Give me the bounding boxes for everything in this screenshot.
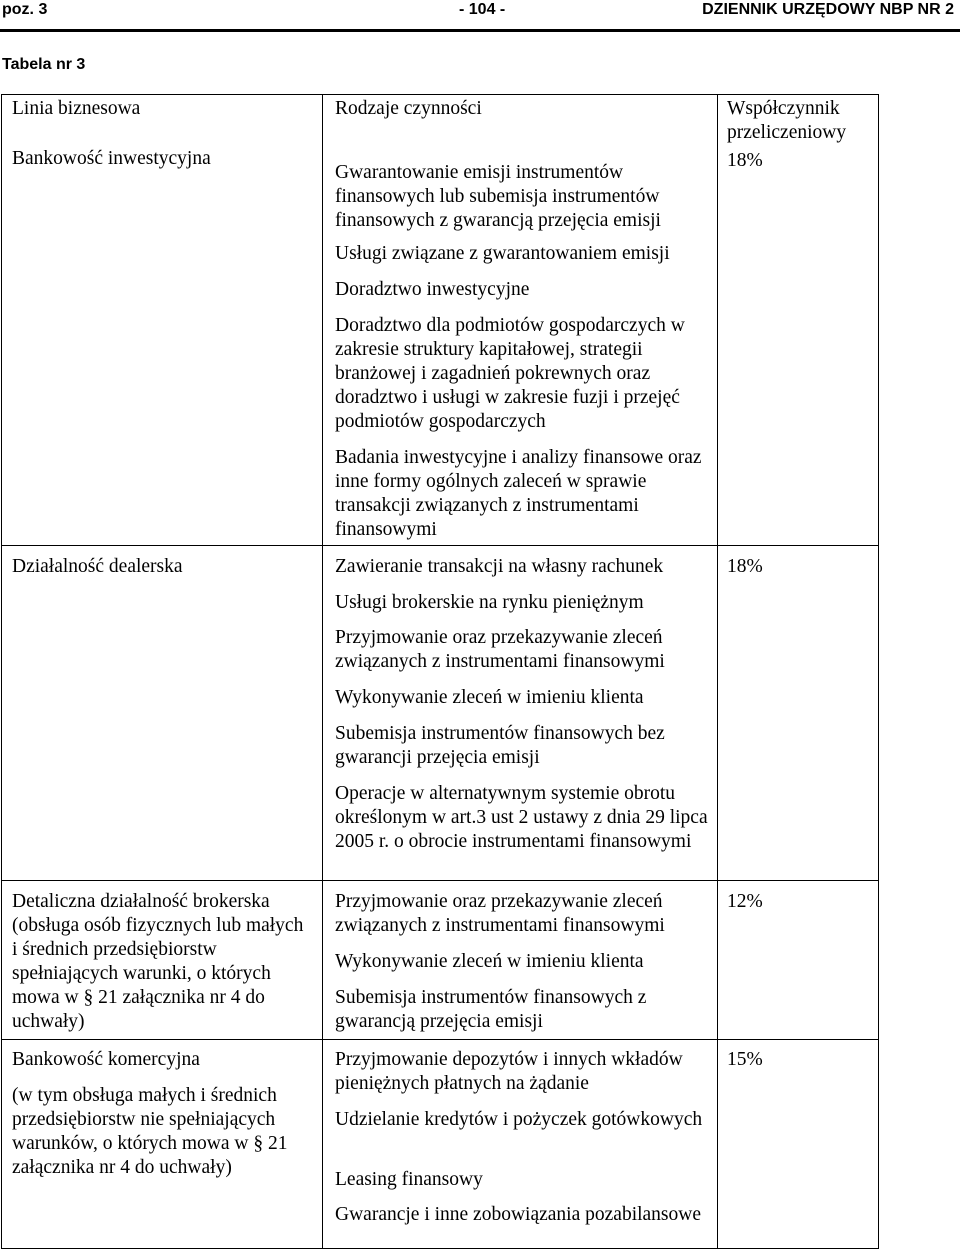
- activity-item: Gwarancje i inne zobowiązania pozabilansowe: [335, 1204, 702, 1225]
- activity-item: Zawieranie transakcji na własny rachunek: [335, 556, 664, 577]
- column-header-activities: Rodzaje czynności: [335, 98, 482, 119]
- business-line-name: Detaliczna działalność brokerska (obsługa osób fizycznych lub małych i średnich przedsiębiorstw spełniających warunki, o których mowa w § 21 załącznika nr 4 do uchwały): [12, 891, 304, 1032]
- conversion-factor: 15%: [727, 1049, 763, 1070]
- column-header-factor: Współczynnik przeliczeniowy: [727, 98, 847, 143]
- activity-item: Wykonywanie zleceń w imieniu klienta: [335, 687, 644, 708]
- business-line-name: Bankowość komercyjna: [12, 1049, 200, 1070]
- conversion-factor: 12%: [727, 891, 763, 912]
- journal-title: DZIENNIK URZĘDOWY NBP NR 2: [702, 1, 954, 18]
- business-lines-table: [1, 94, 879, 1249]
- activity-item: Badania inwestycyjne i analizy finansowe oraz inne formy ogólnych zaleceń w sprawie transakcji związanych z instrumentami finansowymi: [335, 447, 702, 540]
- column-divider: [717, 95, 718, 1248]
- column-divider: [322, 95, 323, 1248]
- row-divider: [2, 880, 878, 881]
- activity-item: Przyjmowanie oraz przekazywanie zleceń związanych z instrumentami finansowymi: [335, 627, 665, 672]
- row-divider: [2, 1039, 878, 1040]
- business-line-name: Bankowość inwestycyjna: [12, 148, 211, 169]
- activity-item: Udzielanie kredytów i pożyczek gotówkowych: [335, 1109, 703, 1130]
- conversion-factor: 18%: [727, 150, 763, 171]
- activity-item: Wykonywanie zleceń w imieniu klienta: [335, 951, 644, 972]
- activity-item: Usługi brokerskie na rynku pieniężnym: [335, 592, 644, 613]
- activity-item: Leasing finansowy: [335, 1169, 483, 1190]
- page-number: - 104 -: [459, 1, 506, 18]
- page-position: poz. 3: [2, 1, 48, 18]
- activity-item: Usługi związane z gwarantowaniem emisji: [335, 243, 670, 264]
- business-line-note: (w tym obsługa małych i średnich przedsiębiorstw nie spełniających warunków, o których mowa w § 21 załącznika nr 4 do uchwały): [12, 1085, 288, 1178]
- activity-item: Przyjmowanie depozytów i innych wkładów pieniężnych płatnych na żądanie: [335, 1049, 683, 1094]
- activity-item: Przyjmowanie oraz przekazywanie zleceń związanych z instrumentami finansowymi: [335, 891, 665, 936]
- business-line-name: Działalność dealerska: [12, 556, 183, 577]
- activity-item: Gwarantowanie emisji instrumentów finansowych lub subemisja instrumentów finansowych z gwarancją przejęcia emisji: [335, 162, 661, 231]
- activity-item: Subemisja instrumentów finansowych z gwarancją przejęcia emisji: [335, 987, 647, 1032]
- activity-item: Doradztwo dla podmiotów gospodarczych w zakresie struktury kapitałowej, strategii branżowej i zagadnień pokrewnych oraz doradztwo i usługi w zakresie fuzji i przejęć podmiotów gospodarczych: [335, 315, 685, 432]
- row-divider: [2, 545, 878, 546]
- activity-item: Subemisja instrumentów finansowych bez gwarancji przejęcia emisji: [335, 723, 665, 768]
- activity-item: Doradztwo inwestycyjne: [335, 279, 530, 300]
- conversion-factor: 18%: [727, 556, 763, 577]
- activity-item: Operacje w alternatywnym systemie obrotu określonym w art.3 ust 2 ustawy z dnia 29 lipca 2005 r. o obrocie instrumentami finansowymi: [335, 783, 708, 852]
- header-rule: [0, 29, 960, 32]
- column-header-business-line: Linia biznesowa: [12, 98, 141, 119]
- page-header: [0, 0, 960, 30]
- table-title: Tabela nr 3: [2, 56, 86, 73]
